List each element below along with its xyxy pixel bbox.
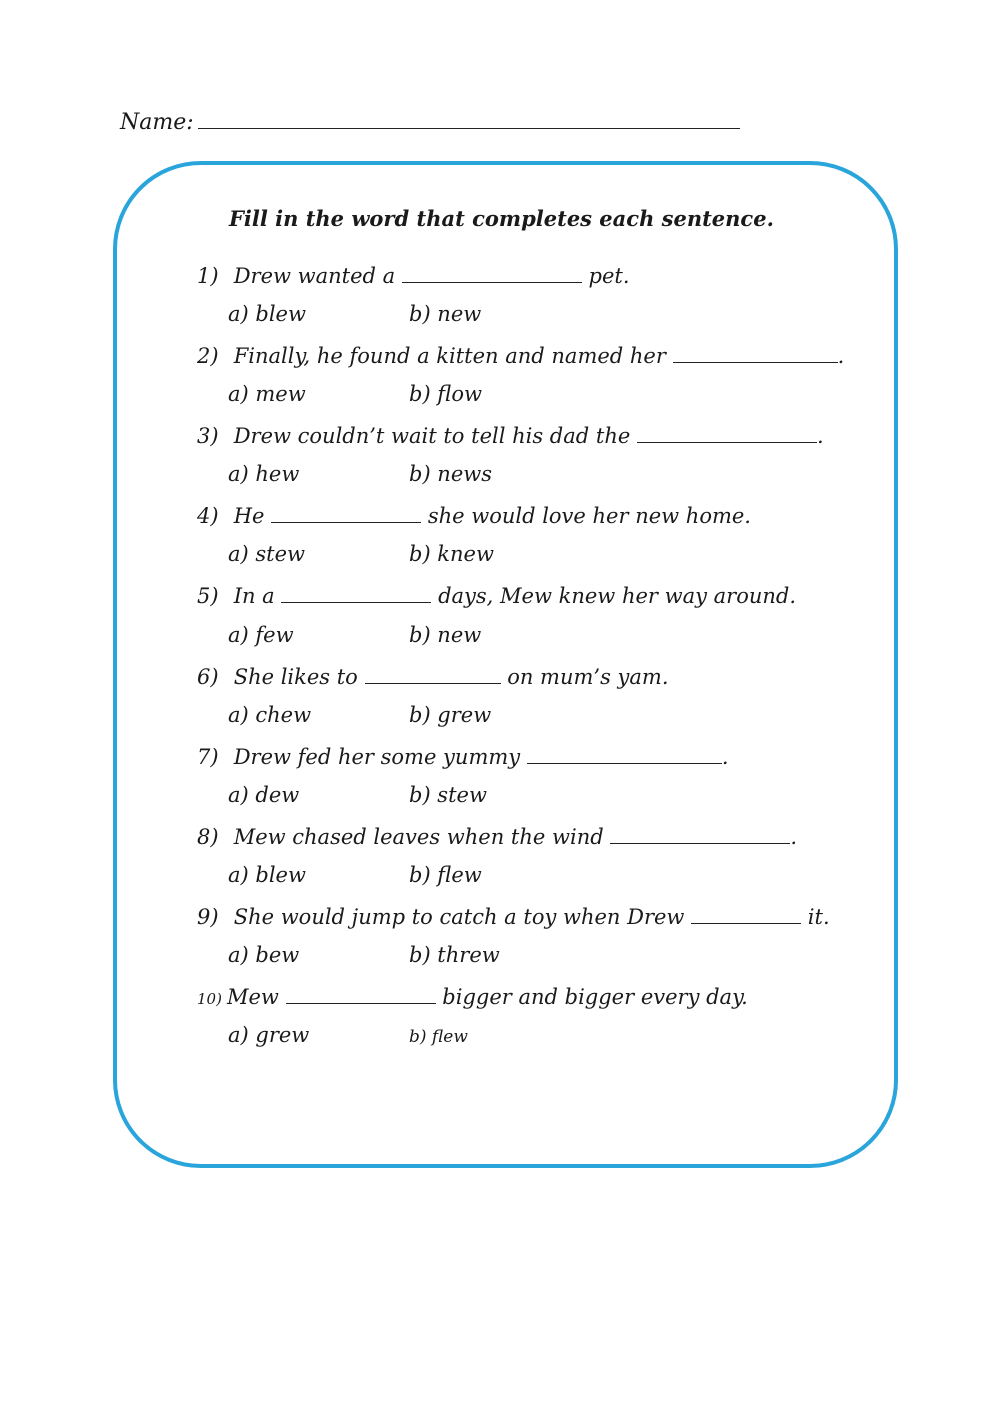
- sentence-start: Drew couldn’t wait to tell his dad the: [233, 424, 631, 448]
- question-number: 1): [197, 264, 219, 288]
- question-5: [197, 582, 796, 608]
- sentence-end: she would love her new home.: [427, 504, 751, 528]
- name-field: [120, 104, 740, 135]
- option-b[interactable]: b) grew: [409, 703, 492, 727]
- question-2: [197, 342, 844, 368]
- sentence-start: In a: [233, 584, 275, 608]
- option-a[interactable]: a) grew: [228, 1023, 310, 1047]
- sentence-end: days, Mew knew her way around.: [438, 584, 797, 608]
- question-number: 10): [197, 990, 222, 1008]
- option-b[interactable]: b) threw: [409, 943, 500, 967]
- sentence-start: Mew chased leaves when the wind: [233, 825, 604, 849]
- option-a[interactable]: a) chew: [228, 703, 312, 727]
- sentence-end: bigger and bigger every day.: [442, 985, 748, 1009]
- question-6: [197, 663, 669, 689]
- option-a[interactable]: a) hew: [228, 462, 300, 486]
- sentence-start: Mew: [227, 985, 279, 1009]
- option-a[interactable]: a) few: [228, 623, 294, 647]
- option-b[interactable]: b) flew: [409, 863, 482, 887]
- question-9: [197, 903, 830, 929]
- option-a[interactable]: a) bew: [228, 943, 300, 967]
- answer-blank[interactable]: [271, 502, 421, 523]
- option-a[interactable]: a) dew: [228, 783, 300, 807]
- question-1: [197, 262, 630, 288]
- option-b[interactable]: b) stew: [409, 783, 487, 807]
- question-4: [197, 502, 751, 528]
- question-number: 7): [197, 745, 219, 769]
- instructions-heading: Fill in the word that completes each sentence.: [229, 206, 774, 231]
- sentence-end: .: [721, 745, 729, 769]
- answer-blank[interactable]: [637, 422, 817, 443]
- answer-blank[interactable]: [691, 903, 801, 924]
- question-number: 8): [197, 825, 219, 849]
- option-b[interactable]: b) new: [409, 302, 482, 326]
- answer-blank[interactable]: [281, 582, 431, 603]
- sentence-start: She likes to: [233, 665, 358, 689]
- answer-blank[interactable]: [673, 342, 838, 363]
- answer-blank[interactable]: [402, 262, 582, 283]
- option-b[interactable]: b) flew: [409, 1027, 468, 1047]
- option-a[interactable]: a) blew: [228, 863, 306, 887]
- sentence-end: .: [790, 825, 798, 849]
- answer-blank[interactable]: [610, 823, 790, 844]
- sentence-start: He: [233, 504, 265, 528]
- sentence-end: on mum’s yam.: [507, 665, 669, 689]
- option-b[interactable]: b) news: [409, 462, 493, 486]
- sentence-start: Finally, he found a kitten and named her: [233, 344, 666, 368]
- answer-blank[interactable]: [286, 983, 436, 1004]
- sentence-end: .: [816, 424, 824, 448]
- question-7: [197, 743, 729, 769]
- sentence-start: Drew fed her some yummy: [233, 745, 521, 769]
- name-blank-line[interactable]: [198, 104, 740, 129]
- sentence-start: Drew wanted a: [233, 264, 396, 288]
- sentence-end: pet.: [588, 264, 630, 288]
- option-b[interactable]: b) flow: [409, 382, 482, 406]
- question-10: [197, 983, 748, 1009]
- question-8: [197, 823, 797, 849]
- sentence-end: it.: [807, 905, 830, 929]
- sentence-end: .: [837, 344, 845, 368]
- name-label: Name:: [120, 110, 194, 135]
- sentence-start: She would jump to catch a toy when Drew: [233, 905, 685, 929]
- question-3: [197, 422, 824, 448]
- answer-blank[interactable]: [527, 743, 722, 764]
- option-a[interactable]: a) stew: [228, 542, 306, 566]
- question-number: 5): [197, 584, 219, 608]
- option-a[interactable]: a) mew: [228, 382, 306, 406]
- option-b[interactable]: b) new: [409, 623, 482, 647]
- question-number: 2): [197, 344, 219, 368]
- question-number: 6): [197, 665, 219, 689]
- option-a[interactable]: a) blew: [228, 302, 306, 326]
- question-number: 4): [197, 504, 219, 528]
- question-number: 3): [197, 424, 219, 448]
- question-number: 9): [197, 905, 219, 929]
- answer-blank[interactable]: [365, 663, 501, 684]
- option-b[interactable]: b) knew: [409, 542, 494, 566]
